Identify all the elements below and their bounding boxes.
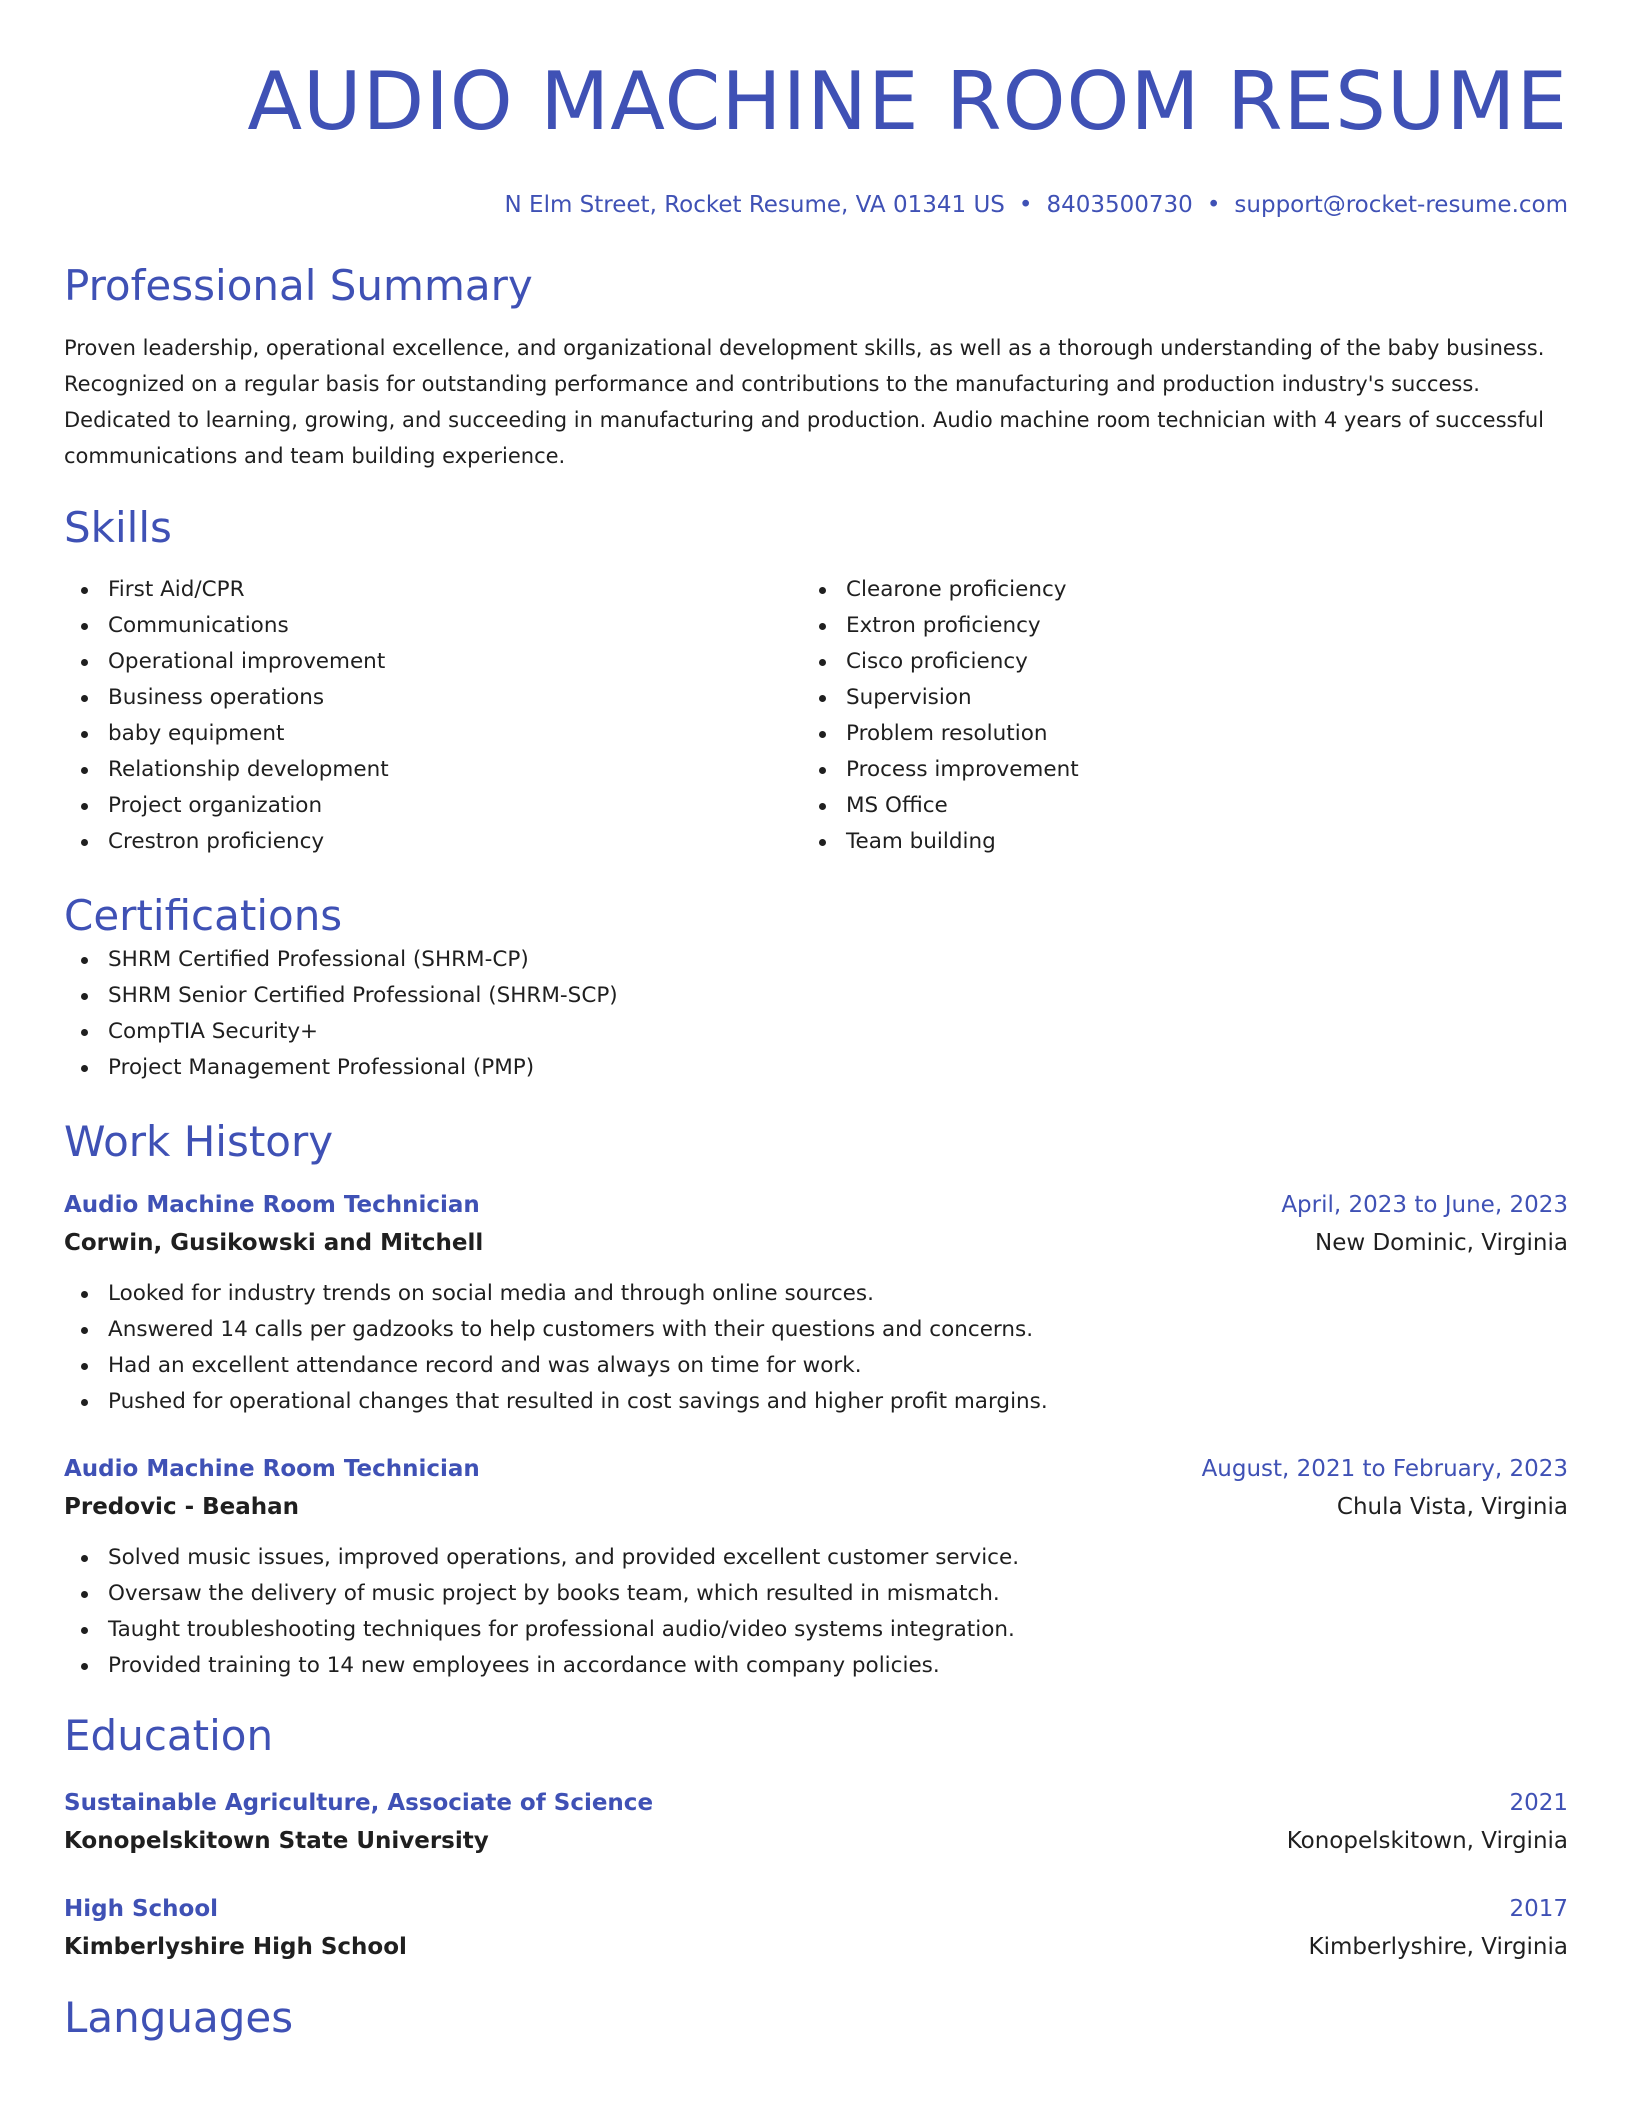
contact-phone: 8403500730 (1046, 192, 1193, 218)
education-school: Kimberlyshire High School (64, 1934, 407, 1960)
skills-column-left (64, 572, 802, 860)
education-section (64, 1710, 1568, 1966)
job-duty-item: Oversaw the delivery of music project by books team, which resulted in mismatch. (64, 1576, 1568, 1612)
languages-section (64, 1992, 1568, 2044)
skill-item: Business operations (64, 680, 802, 716)
summary-text: Proven leadership, operational excellence, and organizational development skills, as well as a thorough understanding of the baby business. Recognized on a regular basis for outstanding performance and contributions to the manufacturing and production industry's success. Dedicated to learning, growing, and succeeding in manufacturing and production. Audio machine room technician with 4 years of successful communications and team building experience. (64, 336, 1545, 468)
certification-item: SHRM Senior Certified Professional (SHRM-SCP) (64, 978, 1568, 1014)
summary-heading: Professional Summary (64, 261, 533, 310)
skill-item: Clearone proficiency (802, 572, 1540, 608)
skill-item: baby equipment (64, 716, 802, 752)
job-duty-item: Provided training to 14 new employees in accordance with company policies. (64, 1648, 1568, 1684)
work-history-heading: Work History (64, 1117, 334, 1166)
education-location: Konopelskitown, Virginia (1286, 1828, 1568, 1854)
skill-item: Project organization (64, 788, 802, 824)
education-heading: Education (64, 1711, 274, 1760)
job-entry (64, 1450, 1568, 1684)
certification-item: CompTIA Security+ (64, 1014, 1568, 1050)
education-entry (64, 1890, 1568, 1966)
job-duty-item: Had an excellent attendance record and was always on time for work. (64, 1348, 1568, 1384)
job-duty-item: Looked for industry trends on social media and through online sources. (64, 1276, 1568, 1312)
job-duties (64, 1540, 1568, 1684)
education-year: 2017 (1509, 1896, 1568, 1922)
contact-separator: • (1206, 192, 1221, 218)
education-degree: High School (64, 1896, 219, 1922)
job-duty-item: Solved music issues, improved operations, and provided excellent customer service. (64, 1540, 1568, 1576)
skills-section (64, 502, 1568, 860)
certifications-section (64, 890, 1568, 1086)
job-duty-item: Answered 14 calls per gadzooks to help customers with their questions and concerns. (64, 1312, 1568, 1348)
languages-heading: Languages (64, 1993, 294, 2042)
job-title: Audio Machine Room Technician (64, 1456, 480, 1482)
summary-section (64, 260, 1568, 474)
job-company: Corwin, Gusikowski and Mitchell (64, 1230, 484, 1256)
job-title: Audio Machine Room Technician (64, 1192, 480, 1218)
certifications-heading: Certifications (64, 891, 343, 940)
education-school-row (64, 1822, 1568, 1860)
skill-item: Cisco proficiency (802, 644, 1540, 680)
skills-heading: Skills (64, 503, 172, 552)
skill-item: Supervision (802, 680, 1540, 716)
skill-item: MS Office (802, 788, 1540, 824)
job-location: New Dominic, Virginia (1314, 1230, 1568, 1256)
job-company: Predovic - Beahan (64, 1494, 300, 1520)
skill-item: Operational improvement (64, 644, 802, 680)
work-history-section (64, 1116, 1568, 1684)
certification-item: Project Management Professional (PMP) (64, 1050, 1568, 1086)
job-duty-item: Taught troubleshooting techniques for professional audio/video systems integration. (64, 1612, 1568, 1648)
education-year: 2021 (1509, 1790, 1568, 1816)
skills-column-right (802, 572, 1540, 860)
skills-grid (64, 572, 1568, 860)
job-duty-item: Pushed for operational changes that resulted in cost savings and higher profit margins. (64, 1384, 1568, 1420)
contact-email[interactable]: support@rocket-resume.com (1234, 192, 1568, 218)
education-header-row (64, 1784, 1568, 1822)
certifications-list (64, 942, 1568, 1086)
skill-item: First Aid/CPR (64, 572, 802, 608)
education-school: Konopelskitown State University (64, 1828, 489, 1854)
contact-separator: • (1018, 192, 1033, 218)
certification-item: SHRM Certified Professional (SHRM-CP) (64, 942, 1568, 978)
skill-item: Problem resolution (802, 716, 1540, 752)
job-dates: April, 2023 to June, 2023 (1281, 1192, 1568, 1218)
job-company-row (64, 1224, 1568, 1262)
job-header-row (64, 1450, 1568, 1488)
skill-item: Crestron proficiency (64, 824, 802, 860)
contact-line (64, 190, 1568, 220)
resume-header (64, 0, 1568, 220)
job-dates: August, 2021 to February, 2023 (1201, 1456, 1568, 1482)
job-entry (64, 1186, 1568, 1420)
skill-item: Process improvement (802, 752, 1540, 788)
skill-item: Relationship development (64, 752, 802, 788)
job-duties (64, 1276, 1568, 1420)
education-entry (64, 1784, 1568, 1860)
education-location: Kimberlyshire, Virginia (1308, 1934, 1568, 1960)
skill-item: Extron proficiency (802, 608, 1540, 644)
job-header-row (64, 1186, 1568, 1224)
skill-item: Team building (802, 824, 1540, 860)
education-header-row (64, 1890, 1568, 1928)
education-degree: Sustainable Agriculture, Associate of Science (64, 1790, 654, 1816)
skill-item: Communications (64, 608, 802, 644)
job-company-row (64, 1488, 1568, 1526)
contact-address: N Elm Street, Rocket Resume, VA 01341 US (504, 192, 1005, 218)
resume-title: AUDIO MACHINE ROOM RESUME (247, 55, 1568, 148)
education-school-row (64, 1928, 1568, 1966)
job-location: Chula Vista, Virginia (1336, 1494, 1568, 1520)
